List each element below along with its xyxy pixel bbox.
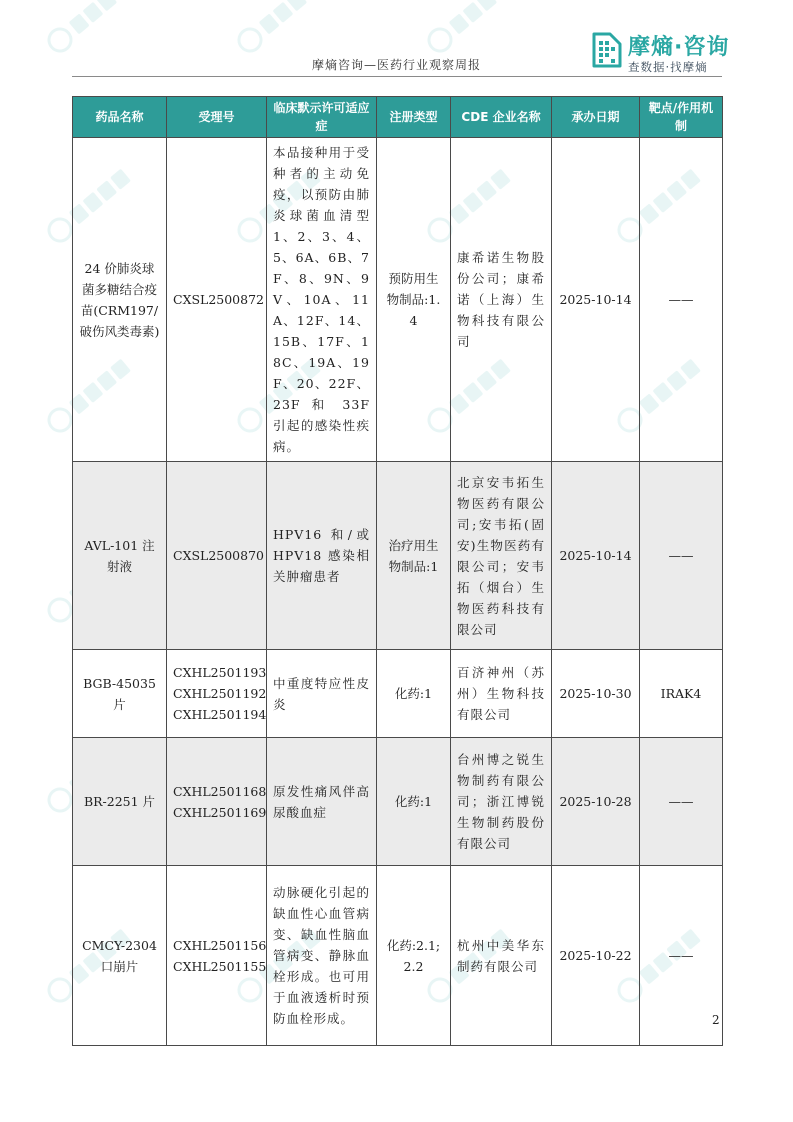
- drug-name-cell: BR-2251 片: [73, 738, 167, 866]
- acceptance-number: CXSL2500870: [173, 548, 264, 563]
- acceptance-number: CXHL2501168: [173, 783, 267, 799]
- brand-logo: [588, 26, 728, 78]
- acceptance-no-cell: [167, 138, 267, 462]
- date-cell: 2025-10-28: [552, 738, 640, 866]
- acceptance-number: CXHL2501192: [173, 686, 267, 701]
- acceptance-number: CXSL2500872: [173, 292, 264, 307]
- indication-cell: HPV16 和/或 HPV18 感染相关肿瘤患者: [267, 462, 377, 650]
- column-header-date: 承办日期: [552, 97, 640, 138]
- column-header-acceptance-no: 受理号: [167, 97, 267, 138]
- watermark-logo-icon: [425, 0, 513, 55]
- acceptance-no-cell: [167, 866, 267, 1046]
- drug-approval-table: [72, 96, 723, 1046]
- registration-type-cell: 预防用生物制品:1.4: [377, 138, 451, 462]
- drug-name-cell: BGB-45035 片: [73, 650, 167, 738]
- drug-name-cell: AVL-101 注射液: [73, 462, 167, 650]
- page-number: 2: [712, 1013, 720, 1027]
- date-cell: 2025-10-30: [552, 650, 640, 738]
- drug-name-cell: CMCY-2304 口崩片: [73, 866, 167, 1046]
- logo-name: 摩熵·咨询: [628, 35, 730, 60]
- table-row: [73, 462, 723, 650]
- indication-cell: 原发性痛风伴高尿酸血症: [267, 738, 377, 866]
- registration-type-cell: 化药:1: [377, 738, 451, 866]
- cde-company-cell: 百济神州（苏州）生物科技有限公司: [451, 650, 552, 738]
- table-row: [73, 738, 723, 866]
- cde-company-cell: 杭州中美华东制药有限公司: [451, 866, 552, 1046]
- column-header-registration-type: 注册类型: [377, 97, 451, 138]
- table-row: [73, 650, 723, 738]
- target-cell: ——: [640, 462, 723, 650]
- registration-type-cell: 化药:2.1;2.2: [377, 866, 451, 1046]
- indication-cell: 本品接种用于受种者的主动免疫，以预防由肺炎球菌血清型 1、2、3、4、5、6A、6B、7F、8、9N、9V、10A、11A、12F、14、15B、17F、18C、19A、19F、20、22F、23F 和 33F 引起的感染性疾病。: [267, 138, 377, 462]
- logo-slogan: 查数据·找摩熵: [628, 60, 708, 74]
- registration-type-cell: 治疗用生物制品:1: [377, 462, 451, 650]
- drug-name-cell: 24 价肺炎球菌多糖结合疫苗(CRM197/破伤风类毒素): [73, 138, 167, 462]
- date-cell: 2025-10-22: [552, 866, 640, 1046]
- acceptance-number: CXHL2501155: [173, 958, 267, 974]
- cde-company-cell: 康希诺生物股份公司；康希诺（上海）生物科技有限公司: [451, 138, 552, 462]
- column-header-target: 靶点/作用机制: [640, 97, 723, 138]
- watermark-logo-icon: [235, 0, 323, 55]
- target-cell: ——: [640, 738, 723, 866]
- acceptance-number: CXHL2501194: [173, 707, 267, 722]
- report-title: 摩熵咨询—医药行业观察周报: [311, 58, 481, 72]
- acceptance-number: CXHL2501169: [173, 804, 267, 820]
- target-cell: ——: [640, 138, 723, 462]
- acceptance-no-cell: [167, 738, 267, 866]
- column-header-cde-company: CDE 企业名称: [451, 97, 552, 138]
- registration-type-cell: 化药:1: [377, 650, 451, 738]
- acceptance-no-cell: [167, 462, 267, 650]
- table-row: [73, 866, 723, 1046]
- cde-company-cell: 北京安韦拓生物医药有限公司;安韦拓(固安)生物医药有限公司；安韦拓（烟台）生物医药科技有限公司: [451, 462, 552, 650]
- column-header-indication: 临床默示许可适应症: [267, 97, 377, 138]
- acceptance-number: CXHL2501156: [173, 937, 267, 953]
- indication-cell: 动脉硬化引起的缺血性心血管病变、缺血性脑血管病变、静脉血栓形成。也可用于血液透析时预防血栓形成。: [267, 866, 377, 1046]
- date-cell: 2025-10-14: [552, 462, 640, 650]
- target-cell: ——: [640, 866, 723, 1046]
- acceptance-no-cell: [167, 650, 267, 738]
- watermark-logo-icon: [45, 0, 133, 55]
- target-cell: IRAK4: [640, 650, 723, 738]
- indication-cell: 中重度特应性皮炎: [267, 650, 377, 738]
- acceptance-number: CXHL2501193: [173, 665, 267, 680]
- cde-company-cell: 台州博之锐生物制药有限公司；浙江博锐生物制药股份有限公司: [451, 738, 552, 866]
- column-header-drug-name: 药品名称: [73, 97, 167, 138]
- table-header-row: [73, 97, 723, 138]
- date-cell: 2025-10-14: [552, 138, 640, 462]
- logo-mark-icon: [588, 30, 624, 70]
- table-row: [73, 138, 723, 462]
